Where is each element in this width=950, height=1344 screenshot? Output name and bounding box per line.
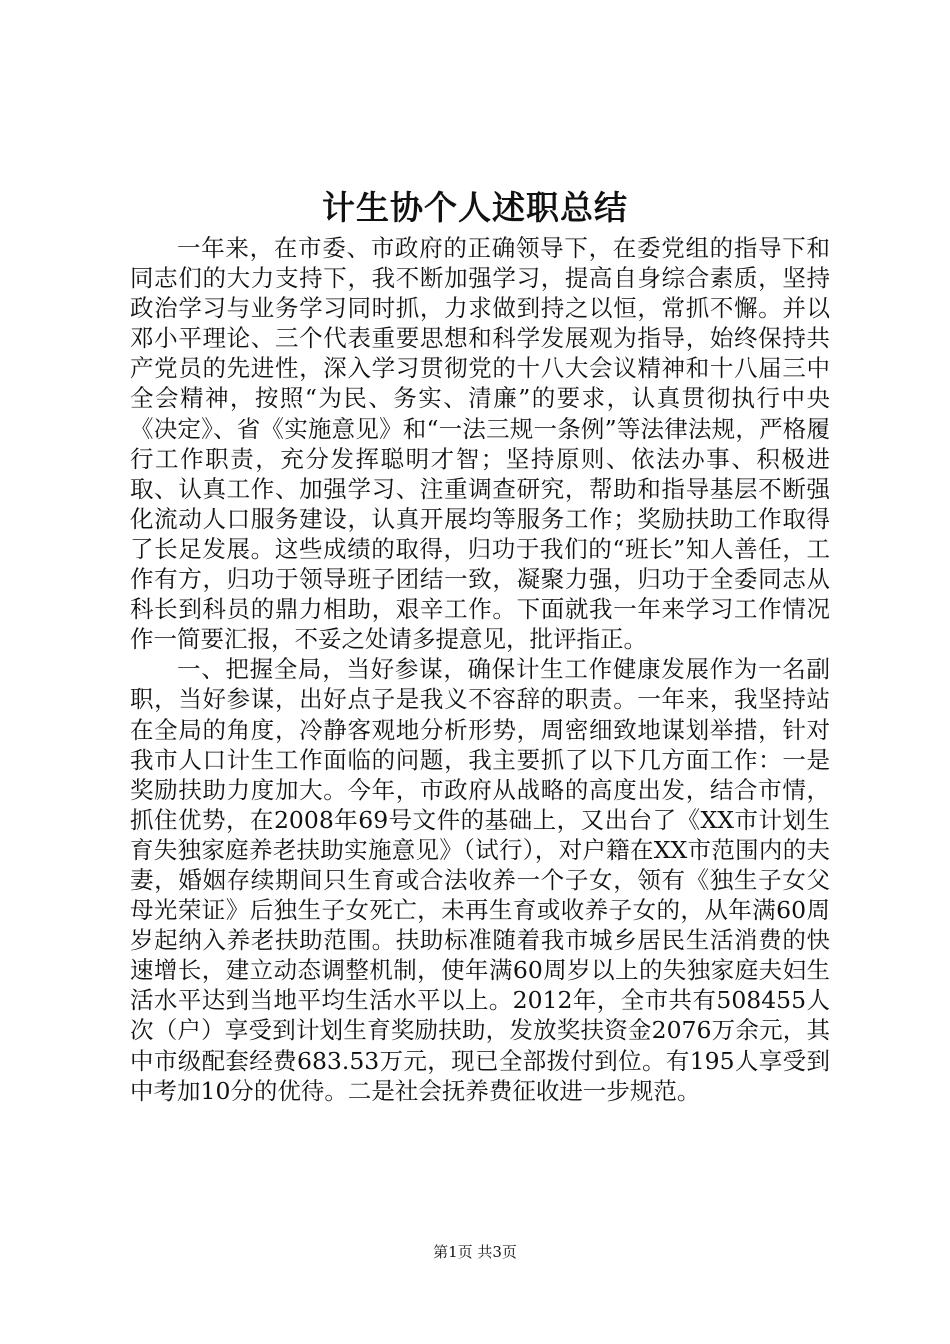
document-body (130, 233, 830, 1106)
paragraph-section-one: 一、把握全局，当好参谋，确保计生工作健康发展作为一名副职，当好参谋，出好点子是我义不容辞的职责。一年来，我坚持站在全局的角度，冷静客观地分析形势，周密细致地谋划举措，针对我市人口计生工作面临的问题，我主要抓了以下几方面工作：一是奖励扶助力度加大。今年，市政府从战略的高度出发，结合市情，抓住优势，在2008年69号文件的基础上，又出台了《XX市计划生育失独家庭养老扶助实施意见》（试行），对户籍在XX市范围内的夫妻，婚姻存续期间只生育或合法收养一个子女，领有《独生子女父母光荣证》后独生子女死亡，未再生育或收养子女的，从年满60周岁起纳入养老扶助范围。扶助标准随着我市城乡居民生活消费的快速增长，建立动态调整机制，使年满60周岁以上的失独家庭夫妇生活水平达到当地平均生活水平以上。2012年，全市共有508455人次（户）享受到计划生育奖励扶助，发放奖扶资金2076万余元，其中市级配套经费683.53万元，现已全部拨付到位。有195人享受到中考加10分的优待。二是社会抚养费征收进一步规范。 (130, 655, 830, 1105)
page-footer: 第1页 共3页 (433, 1243, 517, 1261)
document-title: 计生协个人述职总结 (322, 188, 628, 227)
paragraph-intro: 一年来，在市委、市政府的正确领导下，在委党组的指导下和同志们的大力支持下，我不断加强学习，提高自身综合素质，坚持政治学习与业务学习同时抓，力求做到持之以恒，常抓不懈。并以邓小平理论、三个代表重要思想和科学发展观为指导，始终保持共产党员的先进性，深入学习贯彻党的十八大会议精神和十八届三中全会精神，按照“为民、务实、清廉”的要求，认真贯彻执行中央《决定》、省《实施意见》和“一法三规一条例”等法律法规，严格履行工作职责，充分发挥聪明才智；坚持原则、依法办事、积极进取、认真工作、加强学习、注重调查研究，帮助和指导基层不断强化流动人口服务建设，认真开展均等服务工作；奖励扶助工作取得了长足发展。这些成绩的取得，归功于我们的“班长”知人善任，工作有方，归功于领导班子团结一致，凝聚力强，归功于全委同志从科长到科员的鼎力相助，艰辛工作。下面就我一年来学习工作情况作一简要汇报，不妥之处请多提意见，批评指正。 (130, 234, 830, 654)
